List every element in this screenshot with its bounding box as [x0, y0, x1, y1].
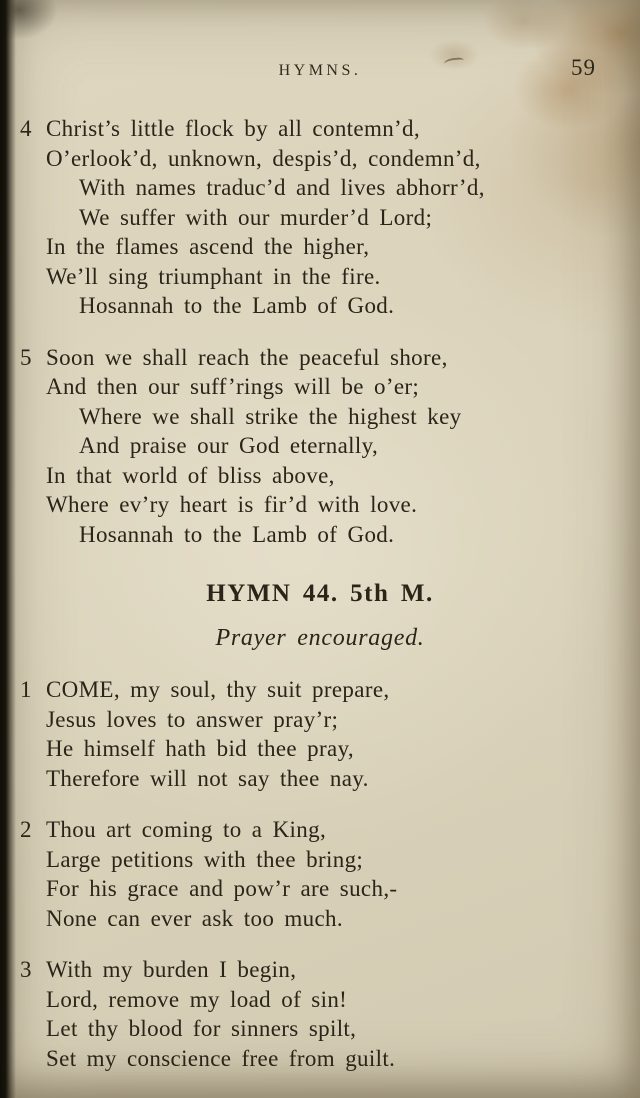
verse-line: Therefore will not say thee nay. — [46, 765, 369, 791]
verse-line: Large petitions with thee bring; — [46, 846, 364, 872]
verse-line: And praise our God eternally, — [79, 433, 379, 458]
verse-5 — [0, 343, 640, 550]
verse-line: Where we shall strike the highest key — [79, 403, 462, 429]
hymn-heading: HYMN 44. 5th M. — [206, 580, 434, 607]
verse-1 — [0, 675, 640, 793]
verse-line: O’erlook’d, unknown, despis’d, condemn’d, — [46, 145, 481, 171]
verse-line: Jesus loves to answer pray’r; — [46, 706, 339, 732]
verse-2 — [0, 815, 640, 933]
verse-line: With my burden I begin, — [46, 957, 297, 982]
verse-line: Hosannah to the Lamb of God. — [79, 293, 395, 318]
verse-3 — [0, 955, 640, 1073]
verse-4 — [0, 114, 640, 321]
page-number: 59 — [571, 55, 596, 80]
verse-line: In the flames ascend the higher, — [46, 234, 370, 259]
verse-line: Lord, remove my load of sin! — [46, 986, 348, 1012]
running-title: HYMNS. — [278, 62, 362, 79]
verse-line: Set my conscience free from guilt. — [46, 1045, 396, 1071]
verse-line: He himself hath bid thee pray, — [46, 736, 355, 761]
verse-line: Christ’s little flock by all contemn’d, — [46, 116, 420, 141]
verse-number: 3 — [20, 957, 32, 982]
verse-line: Soon we shall reach the peaceful shore, — [46, 344, 448, 370]
verse-line: With names traduc’d and lives abhorr’d, — [79, 175, 485, 200]
verse-line: In that world of bliss above, — [46, 462, 335, 488]
hymn-content — [0, 114, 640, 1073]
verse-line: Thou art coming to a King, — [46, 817, 327, 842]
page-header — [0, 0, 640, 92]
verse-line: Let thy blood for sinners spilt, — [46, 1016, 357, 1041]
verse-number: 5 — [20, 344, 32, 370]
verse-number: 2 — [20, 817, 32, 842]
verse-number: 4 — [20, 116, 32, 141]
verse-line: We suffer with our murder’d Lord; — [79, 204, 433, 230]
verse-line: We’ll sing triumphant in the fire. — [46, 263, 381, 289]
verse-number: 1 — [20, 677, 32, 702]
verse-line: None can ever ask too much. — [46, 905, 343, 931]
hymn-subtitle: Prayer encouraged. — [215, 624, 425, 651]
verse-line: COME, my soul, thy suit prepare, — [46, 677, 390, 702]
verse-line: For his grace and pow’r are such,- — [46, 876, 398, 901]
verse-line: Where ev’ry heart is fir’d with love. — [46, 492, 418, 517]
verse-line: Hosannah to the Lamb of God. — [79, 521, 395, 547]
verse-line: And then our suff’rings will be o’er; — [46, 374, 420, 399]
